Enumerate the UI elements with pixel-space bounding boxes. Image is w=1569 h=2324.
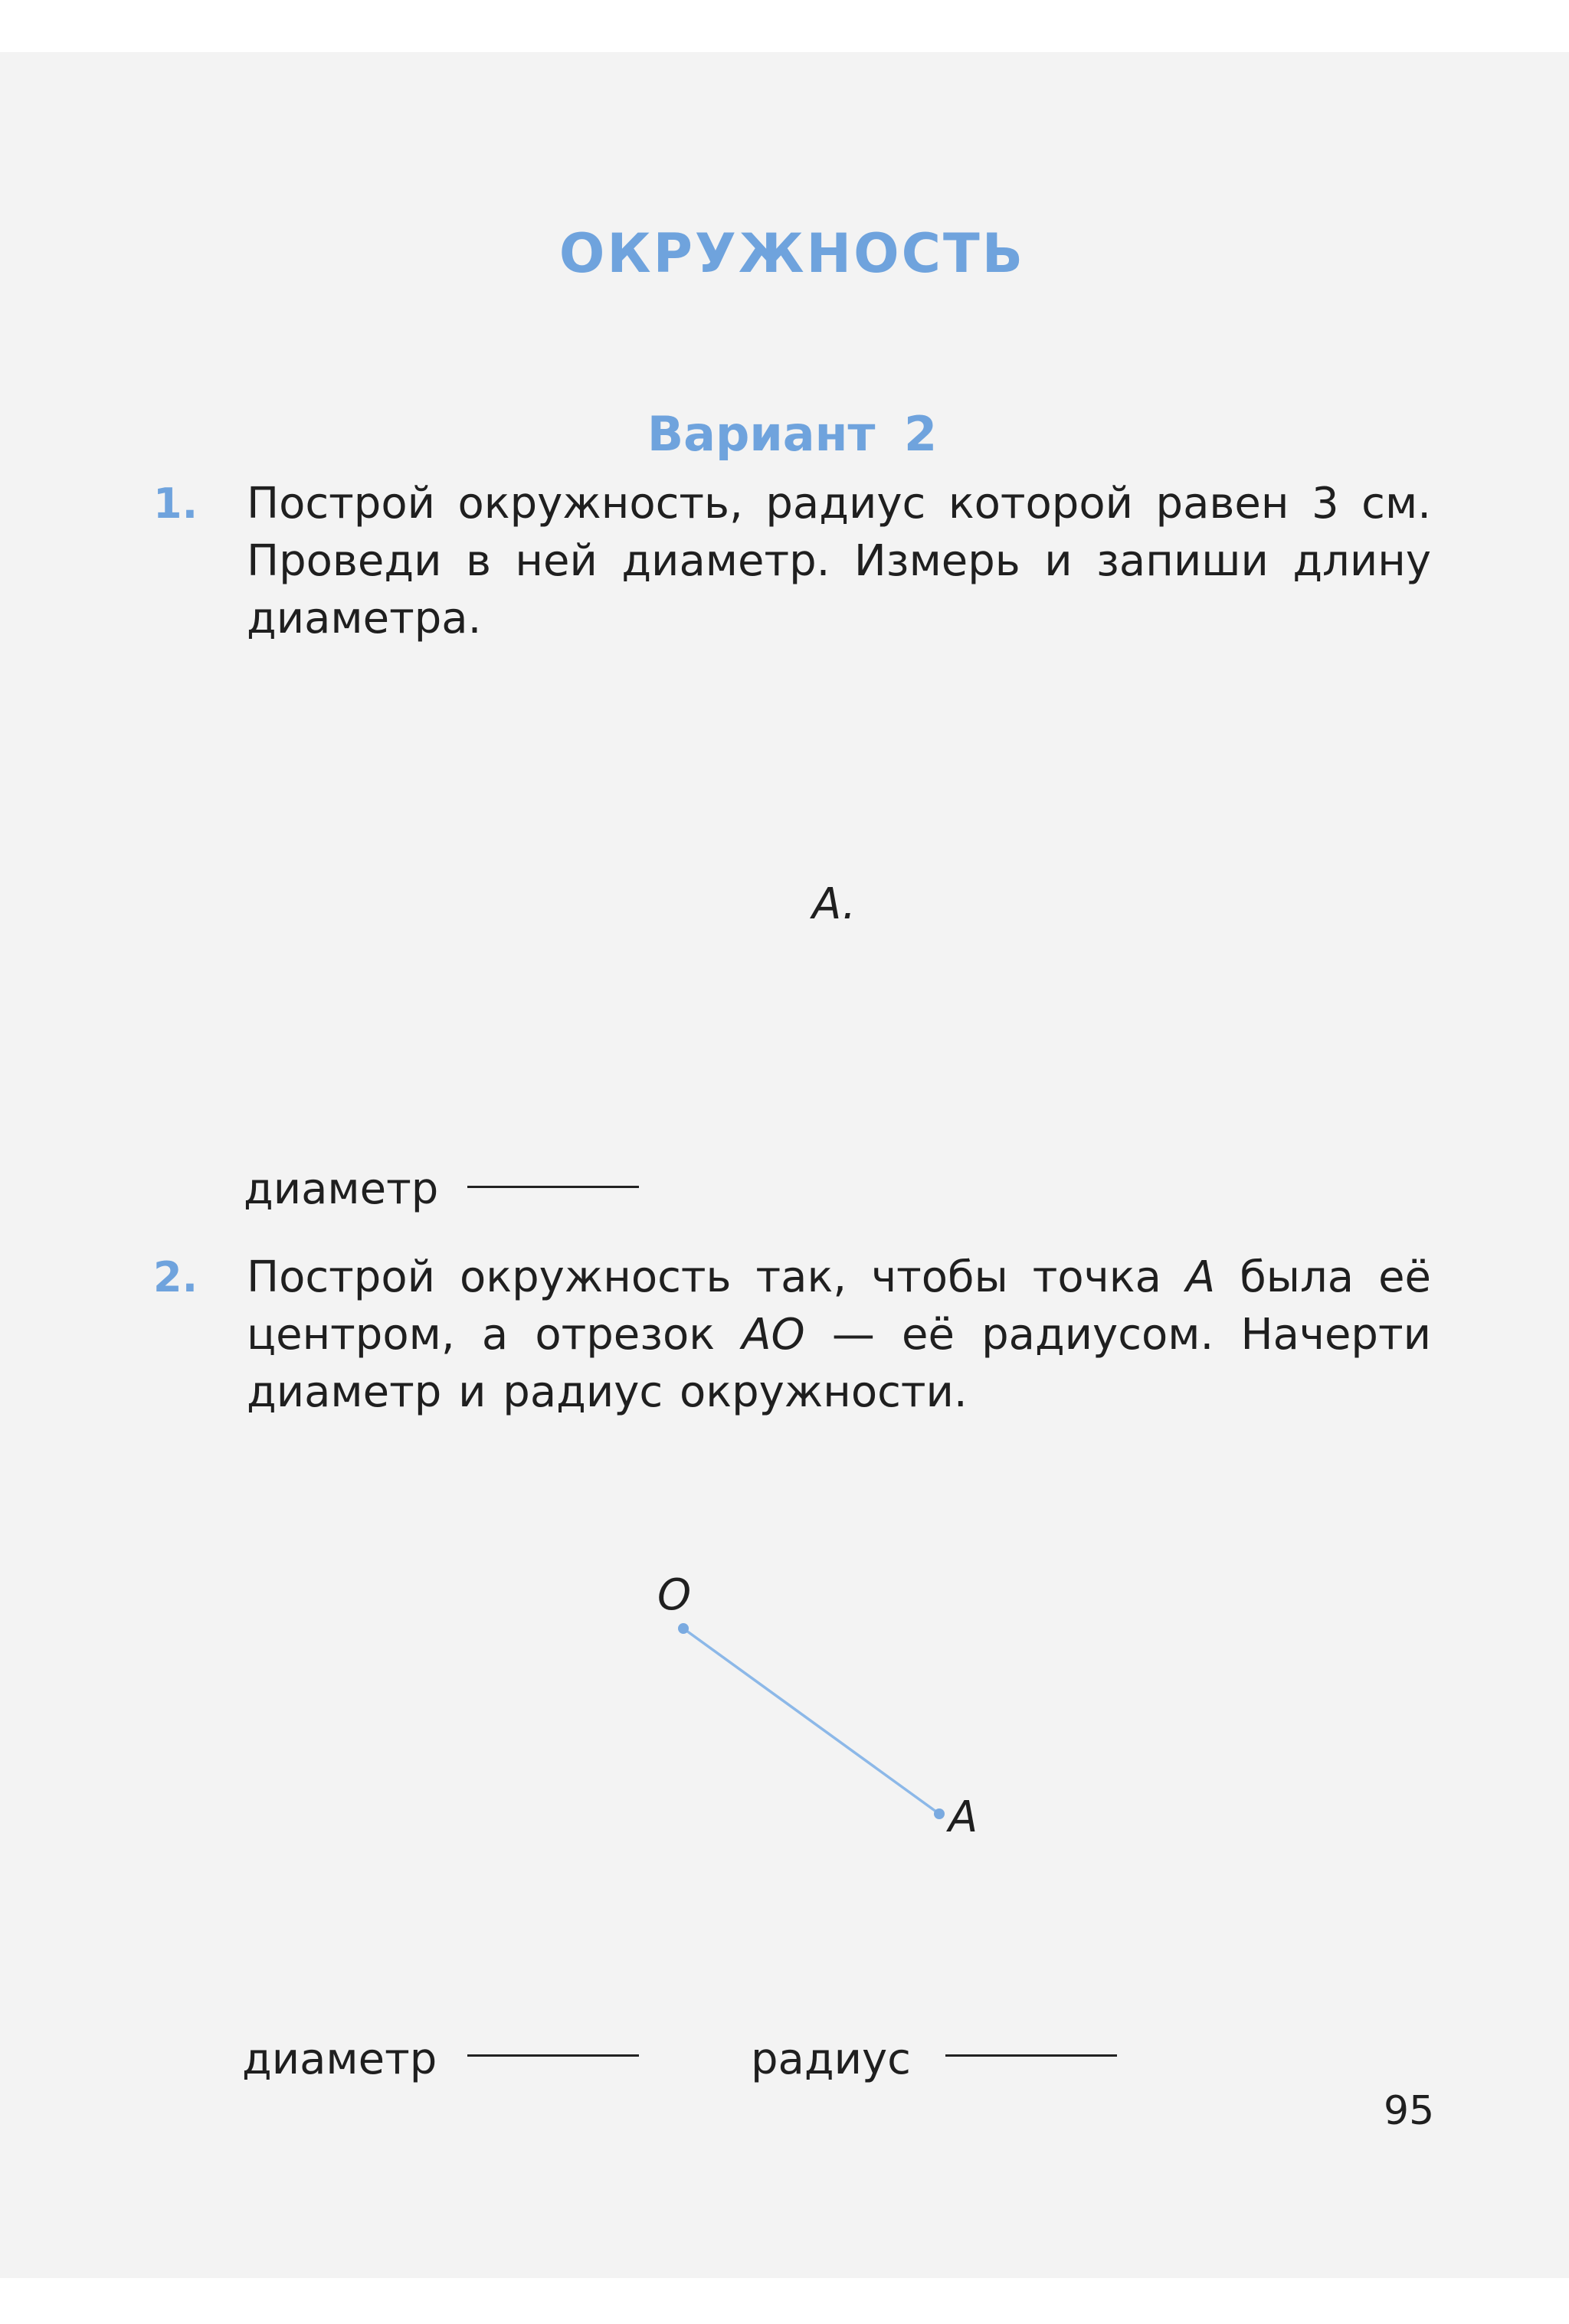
task-1-text: Построй окружность, радиус которой равен 3 см. Проведи в ней диаметр. Измерь и запиши длину диаметра. (247, 479, 1431, 643)
radius-label: радиус (751, 2034, 911, 2084)
task-2-segment-ao: AO (742, 1310, 805, 1360)
task-2-text-part-1: Построй окружность так, чтобы точка (247, 1252, 1186, 1302)
segment-ao-figure (0, 52, 1569, 2278)
page-number: 95 (1384, 2088, 1435, 2134)
page-title: ОКРУЖНОСТЬ (558, 222, 1026, 285)
segment-ao (683, 1628, 939, 1814)
page (0, 52, 1569, 2278)
task-2-point-a: A (1185, 1252, 1216, 1302)
point-o-label: O (657, 1570, 692, 1620)
radius-answer-line[interactable] (945, 2054, 1117, 2057)
point-a-label: A. (812, 879, 857, 929)
point-a-dot (934, 1808, 945, 1819)
point-a-label-2: A (948, 1792, 978, 1842)
point-o-dot (678, 1623, 689, 1634)
diameter-label-1: диаметр (244, 1164, 439, 1214)
diameter-label-2: диаметр (242, 2034, 437, 2084)
task-1-number: 1. (153, 480, 198, 528)
task-2-text-part-3: — её радиусом. Начерти диаметр и радиус окружности. (247, 1310, 1431, 1417)
variant-heading: Вариант 2 (647, 406, 938, 462)
task-2-number: 2. (153, 1253, 198, 1301)
task-2-text-part-2: была её центром, а отрезок (247, 1252, 1431, 1360)
diameter-answer-line-2[interactable] (467, 2054, 639, 2057)
